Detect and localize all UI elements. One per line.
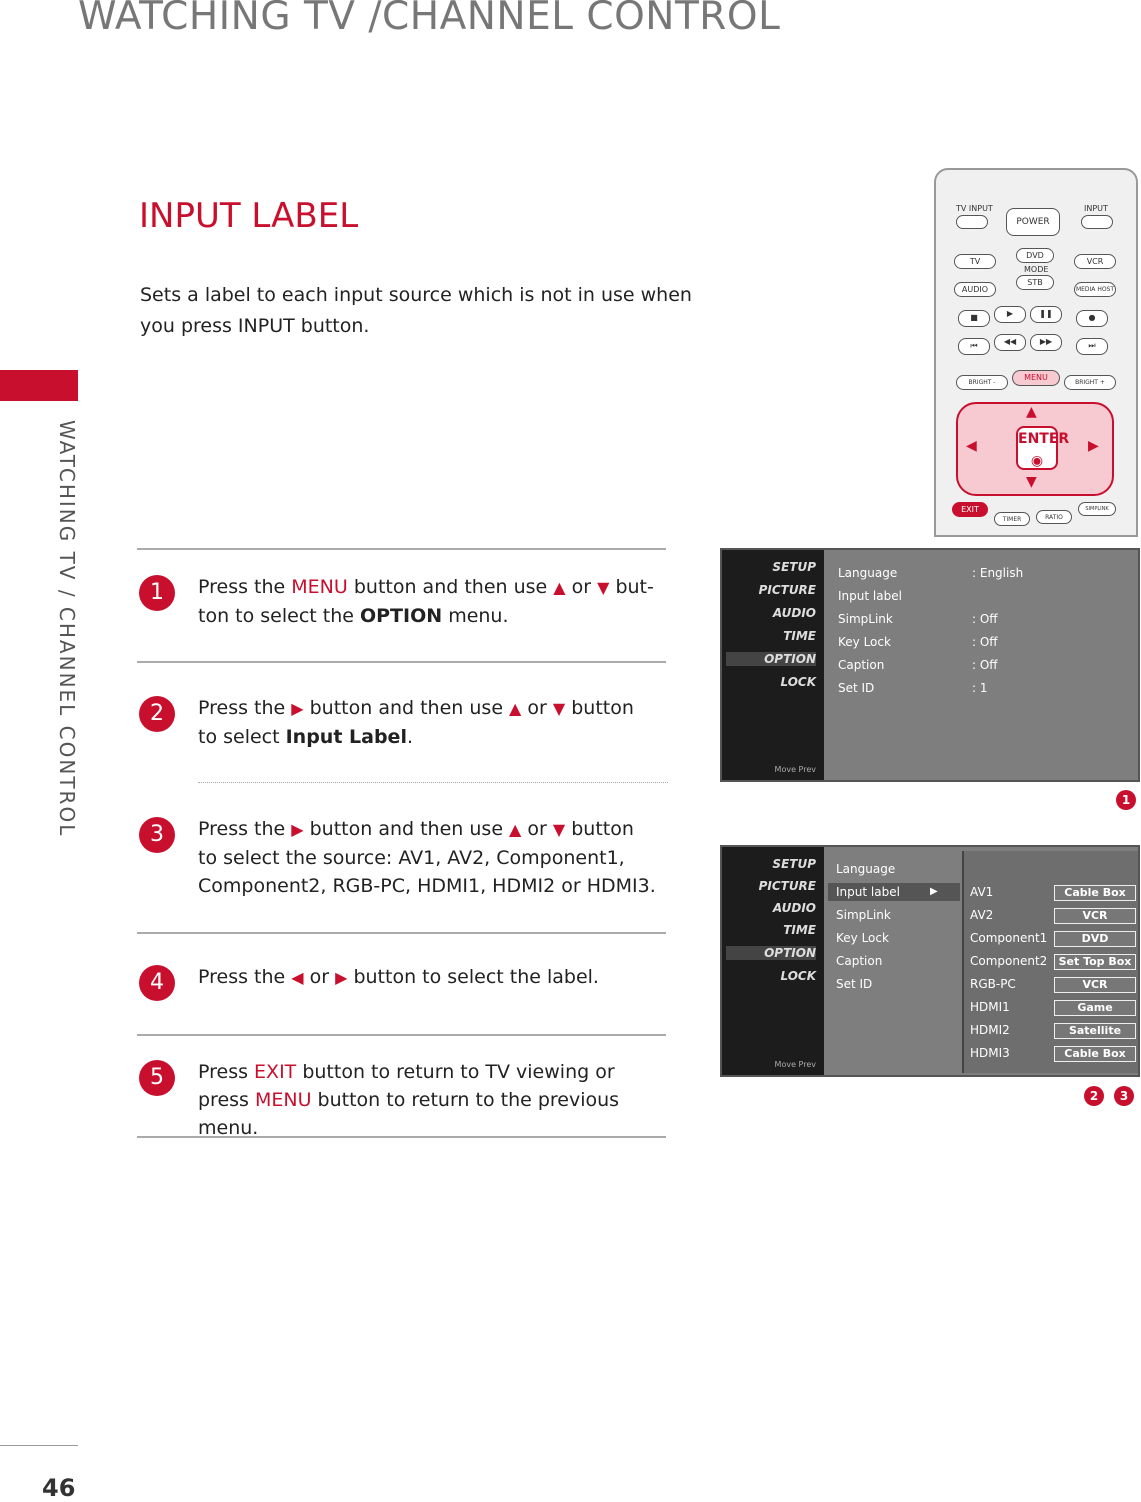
item-set-id: Set ID [836, 977, 873, 991]
down-arrow-icon: ▼ [552, 699, 566, 718]
footer-divider [0, 1445, 78, 1446]
up-arrow-icon: ▲ [553, 578, 566, 597]
stop-button: ■ [958, 310, 990, 327]
rewind-button: ◀◀ [994, 334, 1026, 351]
section-title: INPUT LABEL [139, 196, 359, 236]
source-hdmi2: HDMI2 [970, 1023, 1010, 1037]
step-text: Press the MENU button and then use ▲ or ▼ but-ton to select the OPTION menu. [198, 576, 654, 627]
source-component2: Component2 [970, 954, 1048, 968]
menu-nav [722, 847, 824, 1075]
label-hdmi3: Cable Box [1054, 1046, 1136, 1062]
nav-setup: SETUP [772, 560, 816, 574]
tv-button: TV [954, 254, 996, 269]
item-set-id: Set ID [838, 681, 875, 695]
exit-button: EXIT [952, 502, 988, 517]
nav-setup: SETUP [772, 857, 816, 871]
left-arrow-icon: ◀ [291, 968, 304, 987]
item-input-label: Input label [838, 589, 902, 603]
item-input-label: Input label [836, 885, 900, 899]
up-arrow-icon: ▲ [509, 699, 522, 718]
value-simplink: : Off [972, 612, 998, 626]
nav-time: TIME [783, 629, 816, 643]
pause-button: ❚❚ [1030, 306, 1062, 323]
menu-button: MENU [1012, 370, 1060, 386]
power-button: POWER [1006, 208, 1060, 236]
tv-input-label: TV INPUT [956, 204, 993, 213]
input-button [1081, 215, 1113, 229]
skip-forward-button: ⏭ [1076, 338, 1108, 355]
source-hdmi3: HDMI3 [970, 1046, 1010, 1060]
label-hdmi2: Satellite [1054, 1023, 1136, 1039]
nav-time: TIME [783, 923, 816, 937]
divider [137, 1136, 666, 1138]
divider [137, 548, 666, 550]
tv-input-button [956, 215, 988, 229]
item-caption: Caption [836, 954, 883, 968]
option-menu-screen [720, 548, 1140, 782]
up-arrow-icon: ▲ [1026, 404, 1037, 420]
item-simplink: SimpLink [838, 612, 893, 626]
source-component1: Component1 [970, 931, 1048, 945]
intro-text: Sets a label to each input source which is not in use when you press INPUT button. [140, 284, 692, 337]
screen-badge-1: 1 [1116, 790, 1136, 810]
vcr-button: VCR [1074, 254, 1116, 269]
step-number: 2 [139, 696, 175, 732]
nav-lock: LOCK [780, 969, 816, 983]
item-key-lock: Key Lock [838, 635, 891, 649]
left-arrow-icon: ◀ [966, 438, 977, 454]
fast-forward-button: ▶▶ [1030, 334, 1062, 351]
side-label: WATCHING TV / CHANNEL CONTROL [55, 420, 79, 838]
value-caption: : Off [972, 658, 998, 672]
step-number: 4 [139, 965, 175, 1001]
value-set-id: : 1 [972, 681, 988, 695]
divider [198, 782, 668, 783]
side-tab [0, 370, 78, 401]
nav-audio: AUDIO [772, 606, 816, 620]
navigation-pad [956, 402, 1114, 496]
label-component1: DVD [1054, 931, 1136, 947]
nav-option: OPTION [726, 946, 816, 960]
value-language: : English [972, 566, 1024, 580]
step-text: Press the ◀ or ▶ button to select the label. [198, 966, 599, 988]
bright-plus-button: BRIGHT + [1064, 375, 1116, 390]
nav-footer: Move Prev [774, 765, 816, 774]
page-header: WATCHING TV /CHANNEL CONTROL [78, 0, 781, 39]
submenu-arrow-icon: ▶ [930, 886, 938, 897]
nav-lock: LOCK [780, 675, 816, 689]
source-av2: AV2 [970, 908, 994, 922]
ratio-button: RATIO [1036, 510, 1072, 524]
down-arrow-icon: ▼ [1026, 474, 1037, 490]
divider [137, 1034, 666, 1036]
nav-picture: PICTURE [758, 583, 816, 597]
down-arrow-icon: ▼ [597, 578, 610, 597]
label-hdmi1: Game [1054, 1000, 1136, 1016]
step-number: 3 [139, 817, 175, 853]
item-key-lock: Key Lock [836, 931, 889, 945]
label-rgb-pc: VCR [1054, 977, 1136, 993]
label-av2: VCR [1054, 908, 1136, 924]
screen-badge-3: 3 [1114, 1086, 1134, 1106]
item-caption: Caption [838, 658, 885, 672]
dvd-button: DVD [1016, 248, 1054, 263]
source-rgb-pc: RGB-PC [970, 977, 1016, 991]
label-component2: Set Top Box [1054, 954, 1136, 970]
screen-badge-2: 2 [1084, 1086, 1104, 1106]
mode-label: MODE [1024, 265, 1049, 274]
timer-button: TIMER [994, 512, 1030, 526]
step-text: Press the ▶ button and then use ▲ or ▼ button to select Input Label. [198, 697, 634, 748]
right-arrow-icon: ▶ [1088, 438, 1099, 454]
bright-minus-button: BRIGHT - [956, 375, 1008, 390]
nav-option: OPTION [726, 652, 816, 666]
play-button: ▶ [994, 306, 1026, 323]
right-arrow-icon: ▶ [335, 968, 348, 987]
up-arrow-icon: ▲ [509, 820, 522, 839]
item-language: Language [838, 566, 898, 580]
remote-control-illustration [934, 168, 1138, 537]
input-label-screen [720, 845, 1140, 1077]
nav-audio: AUDIO [772, 901, 816, 915]
divider [137, 932, 666, 934]
right-arrow-icon: ▶ [291, 699, 304, 718]
step-text: Press EXIT button to return to TV viewing or press MENU button to return to the previous menu. [198, 1061, 620, 1139]
divider [137, 661, 666, 663]
step-text: Press the ▶ button and then use ▲ or ▼ button to select the source: AV1, AV2, Component1, Component2, RGB-PC, HDMI1, HDMI2 or HDMI3. [198, 818, 656, 897]
record-button: ● [1076, 310, 1108, 327]
source-hdmi1: HDMI1 [970, 1000, 1010, 1014]
input-label: INPUT [1084, 204, 1108, 213]
source-av1: AV1 [970, 885, 994, 899]
skip-back-button: ⏮ [958, 338, 990, 355]
item-simplink: SimpLink [836, 908, 891, 922]
item-language: Language [836, 862, 896, 876]
page-number: 46 [42, 1474, 76, 1502]
nav-picture: PICTURE [758, 879, 816, 893]
label-av1: Cable Box [1054, 885, 1136, 901]
audio-button: AUDIO [954, 282, 996, 297]
nav-footer: Move Prev [774, 1060, 816, 1069]
down-arrow-icon: ▼ [552, 820, 566, 839]
media-host-button: MEDIA HOST [1074, 282, 1116, 297]
value-key-lock: : Off [972, 635, 998, 649]
simplink-button: SIMPLINK [1078, 502, 1116, 516]
enter-button: ENTER ◉ [1016, 426, 1058, 470]
step-number: 1 [139, 575, 175, 611]
menu-nav [722, 550, 824, 780]
right-arrow-icon: ▶ [291, 820, 304, 839]
stb-button: STB [1016, 275, 1054, 290]
step-number: 5 [139, 1060, 175, 1096]
